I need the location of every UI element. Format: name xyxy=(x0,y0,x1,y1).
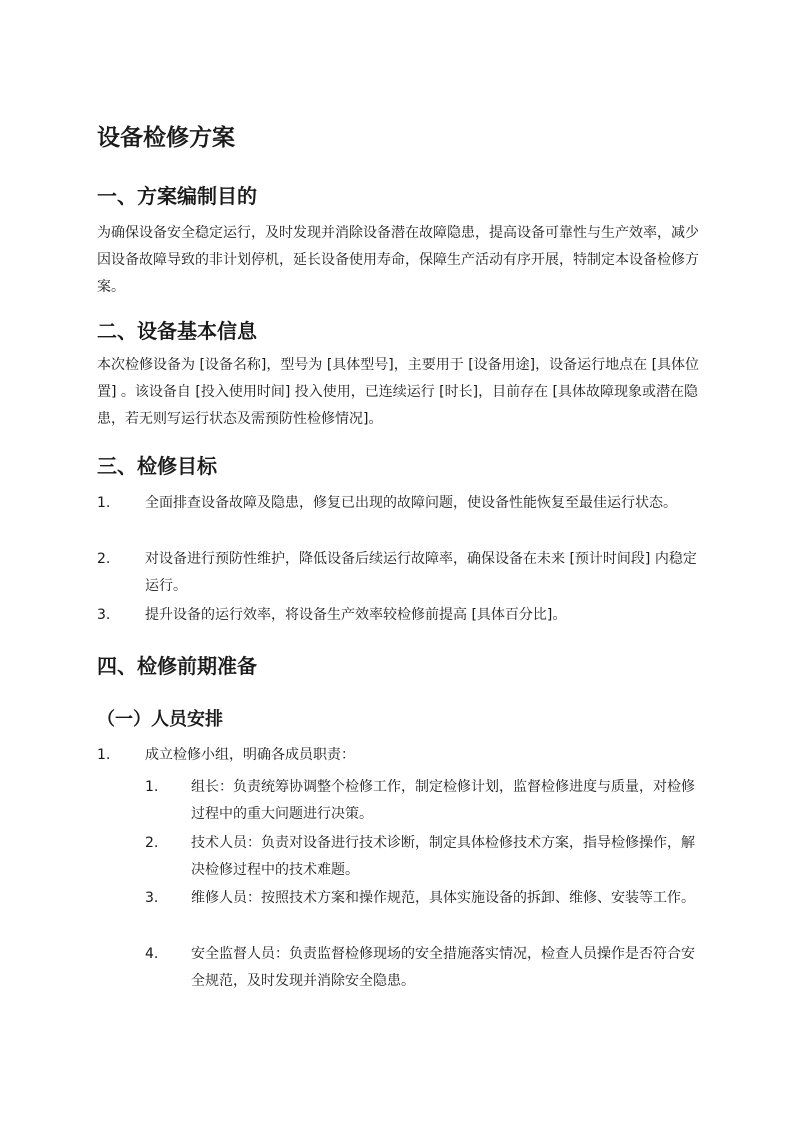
list-item-text: 成立检修小组，明确各成员职责： xyxy=(145,747,355,763)
section-paragraph-purpose: 为确保设备安全稳定运行，及时发现并消除设备潜在故障隐患，提高设备可靠性与生产效率，减少因设备故障导致的非计划停机，延长设备使用寿命，保障生产活动有序开展，特制定本设备检修方案。 xyxy=(97,225,699,295)
section-heading-goals: 三、检修目标 xyxy=(97,454,217,478)
subsection-heading-staffing: （一）人员安排 xyxy=(97,709,223,730)
list-item-number: 4. xyxy=(145,946,159,962)
list-item-number: 1. xyxy=(145,779,159,795)
list-item-number: 2. xyxy=(145,835,159,851)
list-item-text: 维修人员：按照技术方案和操作规范，具体实施设备的拆卸、维修、安装等工作。 xyxy=(191,890,695,906)
sub-list-item xyxy=(145,830,703,884)
list-item xyxy=(97,546,703,600)
list-item-text: 技术人员：负责对设备进行技术诊断，制定具体检修技术方案，指导检修操作，解决检修过程中的技术难题。 xyxy=(191,835,695,878)
list-item-text: 安全监督人员：负责监督检修现场的安全措施落实情况，检查人员操作是否符合安全规范，及时发现并消除安全隐患。 xyxy=(191,946,695,989)
list-item xyxy=(97,602,703,629)
section-heading-equipment-info: 二、设备基本信息 xyxy=(97,319,257,343)
section-heading-preparation: 四、检修前期准备 xyxy=(97,654,257,678)
section-heading-purpose: 一、方案编制目的 xyxy=(97,184,257,208)
sub-list-item xyxy=(145,885,703,912)
list-item-number: 1. xyxy=(97,495,111,511)
list-item-number: 2. xyxy=(97,551,111,567)
list-item-text: 提升设备的运行效率，将设备生产效率较检修前提高 [具体百分比]。 xyxy=(145,607,567,623)
list-item xyxy=(97,490,703,517)
list-item-number: 3. xyxy=(145,890,159,906)
list-item xyxy=(97,742,703,769)
list-item-text: 组长：负责统筹协调整个检修工作，制定检修计划，监督检修进度与质量，对检修过程中的重大问题进行决策。 xyxy=(191,779,695,822)
list-item-text: 对设备进行预防性维护，降低设备后续运行故障率，确保设备在未来 [预计时间段] 内稳定运行。 xyxy=(145,551,697,594)
list-item-number: 3. xyxy=(97,607,111,623)
sub-list-item xyxy=(145,941,703,995)
list-item-text: 全面排查设备故障及隐患，修复已出现的故障问题，使设备性能恢复至最佳运行状态。 xyxy=(145,495,677,511)
document-title: 设备检修方案 xyxy=(97,125,235,151)
sub-list-item xyxy=(145,774,703,828)
list-item-number: 1. xyxy=(97,747,111,763)
section-paragraph-equipment-info: 本次检修设备为 [设备名称]，型号为 [具体型号]，主要用于 [设备用途]，设备运行地点在 [具体位置] 。该设备自 [投入使用时间] 投入使用，已连续运行 [时长]，目前存在 [具体故障现象或潜在隐患，若无则写运行状态及需预防性检修情况]。 xyxy=(97,357,700,427)
